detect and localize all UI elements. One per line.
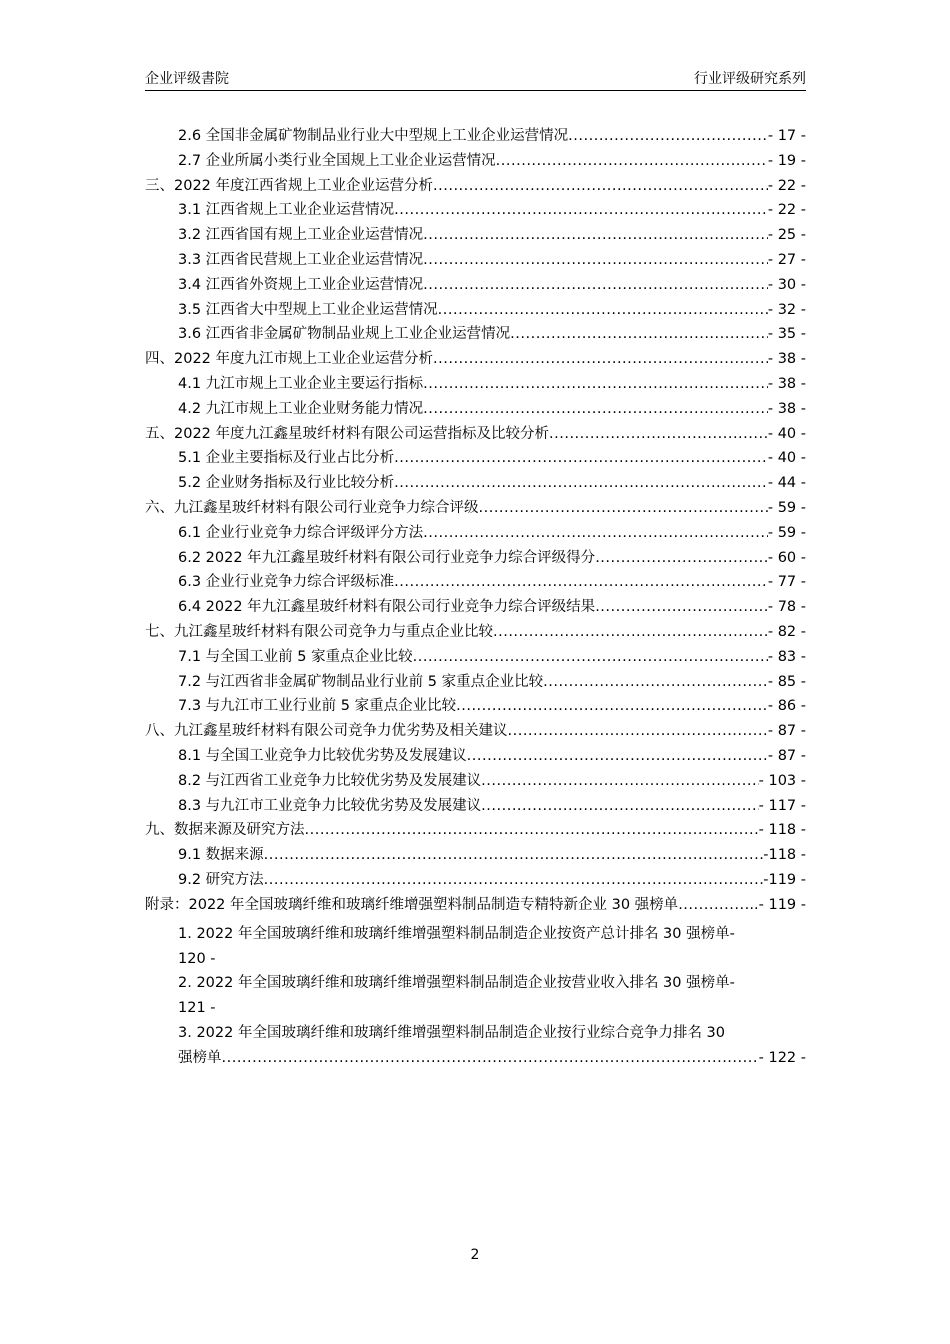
toc-leader-dots bbox=[423, 224, 768, 246]
toc-leader-dots bbox=[481, 795, 758, 817]
toc-entry-title: 6.1 企业行业竞争力综合评级评分方法 bbox=[178, 524, 424, 541]
toc-entry[interactable] bbox=[178, 869, 806, 891]
toc-entry[interactable] bbox=[145, 720, 806, 742]
toc-entry-title: 2.6 全国非金属矿物制品业行业大中型规上工业企业运营情况 bbox=[178, 128, 569, 144]
appendix-entry-line1: 3. 2022 年全国玻璃纤维和玻璃纤维增强塑料制品制造企业按行业综合竞争力排名 30 bbox=[178, 1025, 726, 1041]
toc-entry[interactable] bbox=[145, 819, 806, 841]
toc-entry-title: 9.2 研究方法 bbox=[178, 872, 264, 888]
toc-entry-page: - 32 - bbox=[767, 301, 806, 318]
toc-leader-dots bbox=[264, 869, 764, 891]
toc-entry[interactable] bbox=[145, 348, 806, 370]
toc-entry-page: - 44 - bbox=[767, 475, 806, 492]
toc-entry-title: 八、九江鑫星玻纤材料有限公司竞争力优劣势及相关建议 bbox=[145, 723, 508, 740]
toc-entry[interactable] bbox=[178, 447, 806, 469]
appendix-entry-continuation: 强榜单 bbox=[178, 1050, 222, 1066]
toc-entry[interactable] bbox=[178, 472, 806, 494]
toc-leader-dots bbox=[438, 299, 768, 321]
toc-entry-title: 2.7 企业所属小类行业全国规上工业企业运营情况 bbox=[178, 152, 496, 169]
toc-entry-page: - 19 - bbox=[767, 152, 806, 169]
toc-entry-title: 3.4 江西省外资规上工业企业运营情况 bbox=[178, 276, 424, 293]
toc-entry[interactable] bbox=[178, 695, 806, 717]
toc-entry[interactable] bbox=[178, 274, 806, 296]
toc-leader-dots bbox=[423, 398, 768, 420]
toc-entry[interactable] bbox=[178, 646, 806, 668]
toc-entry-page: - 83 - bbox=[767, 648, 806, 665]
toc-entry-page: - 25 - bbox=[767, 227, 806, 244]
toc-entry-title: 4.1 九江市规上工业企业主要运行指标 bbox=[178, 376, 424, 392]
toc-leader-dots bbox=[543, 671, 768, 693]
toc-entry[interactable] bbox=[178, 299, 806, 321]
toc-entry-page: - 40 - bbox=[767, 450, 806, 467]
toc-entry-page: - 77 - bbox=[767, 574, 806, 591]
toc-leader-dots bbox=[479, 497, 768, 519]
toc-leader-dots bbox=[496, 150, 768, 172]
toc-leader-dots bbox=[433, 175, 768, 197]
appendix-entry[interactable] bbox=[178, 1021, 806, 1071]
toc-entry-page: - 117 - bbox=[758, 797, 806, 814]
toc-entry[interactable] bbox=[178, 249, 806, 271]
toc-entry-title: 9.1 数据来源 bbox=[178, 847, 264, 864]
toc-entry-title: 四、2022 年度九江市规上工业企业运营分析 bbox=[145, 351, 434, 368]
toc-entry-page: - 38 - bbox=[767, 376, 806, 392]
toc-entry-page: - 82 - bbox=[767, 624, 806, 640]
header-right-title: 行业评级研究系列 bbox=[694, 71, 806, 87]
toc-entry[interactable] bbox=[178, 770, 806, 792]
page-header bbox=[145, 68, 806, 91]
toc-entry-page: ..- 119 - bbox=[749, 896, 806, 913]
toc-entry-title: 6.4 2022 年九江鑫星玻纤材料有限公司行业竞争力综合评级结果 bbox=[178, 599, 596, 616]
appendix-entry-line1: 2. 2022 年全国玻璃纤维和玻璃纤维增强塑料制品制造企业按营业收入排名 30 强榜单- bbox=[178, 975, 735, 991]
toc-entry-page: - 78 - bbox=[767, 599, 806, 616]
toc-entry[interactable] bbox=[178, 745, 806, 767]
toc-entry-page: - 38 - bbox=[767, 400, 806, 417]
appendix-entry-continuation: 120 - bbox=[178, 951, 216, 967]
toc-entry-title: 七、九江鑫星玻纤材料有限公司竞争力与重点企业比较 bbox=[145, 624, 493, 640]
appendix-entry-line1: 1. 2022 年全国玻璃纤维和玻璃纤维增强塑料制品制造企业按资产总计排名 30 强榜单- bbox=[178, 926, 735, 942]
toc-leader-dots bbox=[467, 745, 768, 767]
toc-entry-title: 7.3 与九江市工业行业前 5 家重点企业比较 bbox=[178, 698, 457, 715]
toc-entry[interactable] bbox=[178, 547, 806, 569]
toc-entry-page: - 30 - bbox=[767, 276, 806, 293]
toc-entry-title: 5.1 企业主要指标及行业占比分析 bbox=[178, 450, 395, 467]
appendix-entry-line2 bbox=[178, 947, 806, 972]
toc-entry-title: 5.2 企业财务指标及行业比较分析 bbox=[178, 475, 395, 492]
toc-entry-title: 3.2 江西省国有规上工业企业运营情况 bbox=[178, 227, 424, 244]
toc-entry[interactable] bbox=[178, 671, 806, 693]
toc-entry[interactable] bbox=[145, 621, 806, 643]
toc-leader-dots bbox=[394, 571, 768, 593]
toc-leader-dots bbox=[678, 894, 749, 916]
toc-entry[interactable] bbox=[178, 373, 806, 395]
toc-entry[interactable] bbox=[178, 795, 806, 817]
toc-entry-title: 8.3 与九江市工业竞争力比较优劣势及发展建议 bbox=[178, 797, 482, 814]
page-number: 2 bbox=[470, 1247, 480, 1263]
toc-leader-dots bbox=[423, 522, 768, 544]
toc-entry-page: - 35 - bbox=[767, 326, 806, 343]
toc-entry-title: 6.3 企业行业竞争力综合评级标准 bbox=[178, 574, 395, 591]
toc-leader-dots bbox=[394, 199, 768, 221]
toc-entry[interactable] bbox=[178, 323, 806, 345]
toc-entry-page: - 22 - bbox=[767, 177, 806, 194]
toc-leader-dots bbox=[394, 472, 768, 494]
appendix-entry-page: - 122 - bbox=[758, 1050, 806, 1066]
toc-entry[interactable] bbox=[145, 175, 806, 197]
toc-leader-dots bbox=[413, 646, 768, 668]
toc-entry-page: - 86 - bbox=[767, 698, 806, 715]
toc-leader-dots bbox=[549, 423, 768, 445]
toc-entry-page: - 85 - bbox=[767, 673, 806, 690]
toc-leader-dots bbox=[456, 695, 768, 717]
toc-entry[interactable] bbox=[145, 497, 806, 519]
toc-entry-page: -118 - bbox=[763, 847, 806, 864]
toc-leader-dots bbox=[595, 547, 768, 569]
toc-entry[interactable] bbox=[178, 522, 806, 544]
toc-leader-dots bbox=[433, 348, 768, 370]
toc-entry[interactable] bbox=[178, 398, 806, 420]
toc-leader-dots bbox=[222, 1046, 759, 1071]
toc-entry-page: - 38 - bbox=[767, 351, 806, 368]
toc-entry[interactable] bbox=[178, 571, 806, 593]
toc-entry-title: 五、2022 年度九江鑫星玻纤材料有限公司运营指标及比较分析 bbox=[145, 425, 550, 442]
toc-entry[interactable] bbox=[178, 199, 806, 221]
toc-entry-title: 4.2 九江市规上工业企业财务能力情况 bbox=[178, 400, 424, 417]
toc-leader-dots bbox=[394, 447, 768, 469]
toc-entry[interactable] bbox=[178, 224, 806, 246]
appendix-entry-continuation: 121 - bbox=[178, 1000, 216, 1016]
toc-leader-dots bbox=[423, 274, 768, 296]
header-left-title: 企业评级書院 bbox=[145, 71, 229, 87]
toc-entry-page: - 17 - bbox=[767, 128, 806, 144]
toc-entry[interactable] bbox=[145, 894, 806, 916]
toc-entry-title: 7.1 与全国工业前 5 家重点企业比较 bbox=[178, 648, 413, 665]
toc-entry[interactable] bbox=[145, 423, 806, 445]
toc-entry[interactable] bbox=[178, 150, 806, 172]
appendix-entry-line2 bbox=[178, 1046, 806, 1071]
toc-leader-dots bbox=[595, 596, 768, 618]
toc-leader-dots bbox=[568, 125, 768, 147]
toc-entry-title: 3.3 江西省民营规上工业企业运营情况 bbox=[178, 252, 424, 268]
toc-entry-title: 6.2 2022 年九江鑫星玻纤材料有限公司行业竞争力综合评级得分 bbox=[178, 549, 596, 566]
toc-entry-page: - 40 - bbox=[767, 425, 806, 442]
toc-entry-title: 九、数据来源及研究方法 bbox=[145, 822, 305, 839]
appendix-entry-line2 bbox=[178, 996, 806, 1021]
toc-entry-page: - 22 - bbox=[767, 202, 806, 219]
toc-entry-page: - 60 - bbox=[767, 549, 806, 566]
toc-entry-page: - 87 - bbox=[767, 723, 806, 740]
toc-leader-dots bbox=[508, 720, 768, 742]
toc-leader-dots bbox=[510, 323, 768, 345]
toc-leader-dots bbox=[423, 249, 768, 271]
toc-entry-page: - 59 - bbox=[767, 524, 806, 541]
toc-entry-title: 8.1 与全国工业竞争力比较优劣势及发展建议 bbox=[178, 748, 467, 764]
toc-entry-title: 8.2 与江西省工业竞争力比较优劣势及发展建议 bbox=[178, 772, 482, 789]
toc-entry-title: 3.6 江西省非金属矿物制品业规上工业企业运营情况 bbox=[178, 326, 511, 343]
toc-entry-title: 三、2022 年度江西省规上工业企业运营分析 bbox=[145, 177, 434, 194]
toc-entry[interactable] bbox=[178, 125, 806, 147]
toc-leader-dots bbox=[305, 819, 759, 841]
toc-entry-page: - 103 - bbox=[758, 772, 806, 789]
toc-entry-title: 附录：2022 年全国玻璃纤维和玻璃纤维增强塑料制品制造专精特新企业 30 强榜单 bbox=[145, 896, 679, 913]
toc-entry-page: -119 - bbox=[763, 872, 806, 888]
toc-entry-title: 3.1 江西省规上工业企业运营情况 bbox=[178, 202, 395, 219]
toc-leader-dots bbox=[423, 373, 768, 395]
appendix-entry[interactable] bbox=[178, 922, 806, 972]
toc-entry-page: - 59 - bbox=[767, 500, 806, 516]
toc-entry-title: 3.5 江西省大中型规上工业企业运营情况 bbox=[178, 301, 438, 318]
toc-entry-page: - 87 - bbox=[767, 748, 806, 764]
toc-entry-page: - 27 - bbox=[767, 252, 806, 268]
toc-entry-title: 六、九江鑫星玻纤材料有限公司行业竞争力综合评级 bbox=[145, 500, 479, 516]
toc-leader-dots bbox=[481, 770, 758, 792]
toc-entry[interactable] bbox=[178, 844, 806, 866]
appendix-entry[interactable] bbox=[178, 971, 806, 1021]
toc-entry-title: 7.2 与江西省非金属矿物制品业行业前 5 家重点企业比较 bbox=[178, 673, 544, 690]
toc-leader-dots bbox=[493, 621, 768, 643]
toc-leader-dots bbox=[264, 844, 764, 866]
toc-entry-page: - 118 - bbox=[758, 822, 806, 839]
toc-entry[interactable] bbox=[178, 596, 806, 618]
